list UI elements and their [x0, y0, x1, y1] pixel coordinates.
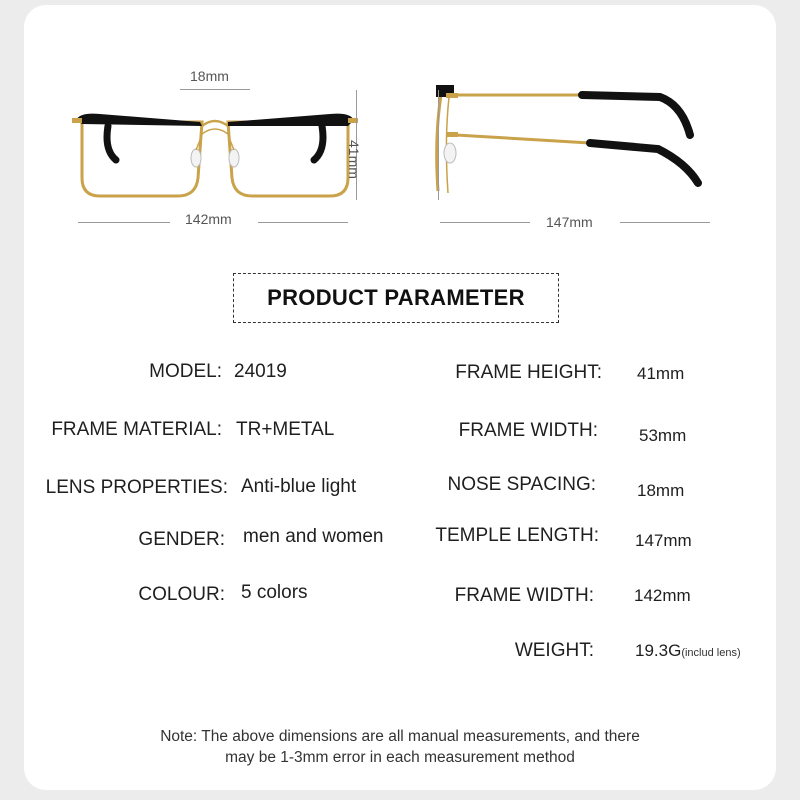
front-width-label: 142mm — [185, 211, 232, 227]
frame-material-value: TR+METAL — [236, 419, 335, 440]
measurement-note-line-1: Note: The above dimensions are all manual measurements, and there — [160, 728, 640, 745]
frame-height-label: FRAME HEIGHT: — [455, 362, 602, 383]
gender-label: GENDER: — [138, 529, 225, 550]
lens-properties-value: Anti-blue light — [241, 476, 357, 497]
width-dimension-line-right — [258, 222, 348, 223]
frame-width-label: FRAME WIDTH: — [458, 420, 598, 441]
bridge-dimension-line — [180, 89, 250, 90]
temple-length-label: 147mm — [546, 214, 593, 230]
lens-properties-label: LENS PROPERTIES: — [45, 477, 228, 498]
model-value: 24019 — [234, 361, 287, 382]
measurement-note-line-2: may be 1-3mm error in each measurement method — [225, 749, 575, 766]
weight-value — [635, 641, 741, 661]
section-title: PRODUCT PARAMETER — [233, 273, 559, 323]
nose-spacing-label: NOSE SPACING: — [447, 474, 596, 495]
bridge-dimension-label: 18mm — [190, 68, 229, 84]
temple-length-param-value: 147mm — [635, 531, 692, 550]
weight-label: WEIGHT: — [514, 640, 594, 661]
total-width-value: 142mm — [634, 586, 691, 605]
colour-value: 5 colors — [241, 582, 308, 603]
weight-number: 19.3G — [635, 641, 682, 660]
frame-material-label: FRAME MATERIAL: — [51, 419, 222, 440]
glasses-side-illustration — [420, 75, 720, 205]
temple-dimension-line-left — [440, 222, 530, 223]
temple-dimension-line-right — [620, 222, 710, 223]
height-dimension-label: 41mm — [346, 140, 362, 179]
width-dimension-line-left — [78, 222, 170, 223]
weight-note: (includ lens) — [681, 647, 741, 659]
total-width-label: FRAME WIDTH: — [454, 585, 594, 606]
frame-width-value: 53mm — [639, 426, 687, 445]
model-label: MODEL: — [149, 361, 222, 382]
temple-length-param-label: TEMPLE LENGTH: — [435, 525, 599, 546]
nose-spacing-value: 18mm — [637, 481, 685, 500]
frame-height-value: 41mm — [637, 364, 685, 383]
side-front-line — [438, 90, 439, 200]
colour-label: COLOUR: — [138, 584, 225, 605]
gender-value: men and women — [243, 526, 384, 547]
